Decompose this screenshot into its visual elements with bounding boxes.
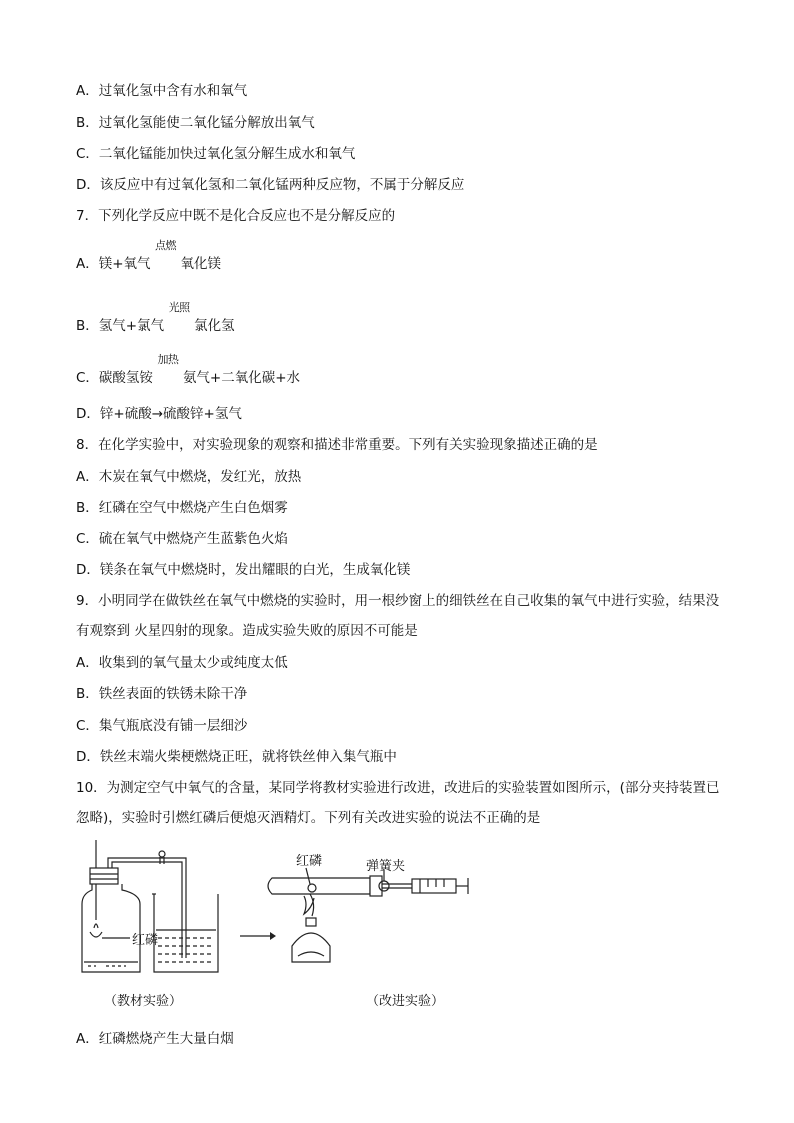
q10-stem: 10．为测定空气中氧气的含量，某同学将教材实验进行改进，改进后的实验装置如图所示，(部分夹持装置已忽略)，实验时引燃红磷后便熄灭酒精灯。下列有关改进实验的说法不正确的是 xyxy=(76,780,720,826)
q7-option-c-prefix: C．碳酸氢铵 xyxy=(76,370,153,386)
q8-option-b: B．红磷在空气中燃烧产生白色烟雾 xyxy=(76,500,288,516)
q8-stem: 8．在化学实验中，对实验现象的观察和描述非常重要。下列有关实验现象描述正确的是 xyxy=(76,437,598,453)
q8-option-a: A．木炭在氧气中燃烧，发红光，放热 xyxy=(76,469,302,485)
improved-phosphorus-label: 红磷 xyxy=(296,854,323,869)
improved-apparatus-figure xyxy=(262,860,477,980)
q6-option-a: A．过氧化氢中含有水和氧气 xyxy=(76,83,248,99)
q6-option-b: B．过氧化氢能使二氧化锰分解放出氧气 xyxy=(76,115,315,131)
q7-option-a xyxy=(76,239,222,273)
q6-option-d: D．该反应中有过氧化氢和二氧化锰两种反应物，不属于分解反应 xyxy=(76,177,465,193)
q7-option-b-arrow xyxy=(164,301,194,335)
textbook-phosphorus-label: 红磷 xyxy=(132,933,159,948)
q9-option-d: D．铁丝末端火柴梗燃烧正旺，就将铁丝伸入集气瓶中 xyxy=(76,749,397,765)
q6-option-c: C．二氧化锰能加快过氧化氢分解生成水和氧气 xyxy=(76,146,356,162)
q10-option-a: A．红磷燃烧产生大量白烟 xyxy=(76,1031,234,1047)
q7-option-b-prefix: B．氢气+氯气 xyxy=(76,318,165,334)
q7-option-c-condition: 加热 xyxy=(157,353,179,366)
q9-option-b: B．铁丝表面的铁锈未除干净 xyxy=(76,686,248,702)
spring-clamp-label: 弹簧夹 xyxy=(366,859,406,874)
textbook-experiment-caption: （教材实验） xyxy=(104,994,183,1009)
q7-option-b-product: 氯化氢 xyxy=(194,318,235,334)
textbook-apparatus-figure xyxy=(76,840,246,980)
q7-option-a-prefix: A．镁+氧气 xyxy=(76,256,151,272)
q7-option-a-arrow xyxy=(151,239,181,273)
q7-option-c-arrow xyxy=(153,353,183,387)
q8-option-c: C．硫在氧气中燃烧产生蓝紫色火焰 xyxy=(76,531,288,547)
q7-option-b xyxy=(76,301,235,335)
q7-option-d: D．锌+硫酸→硫酸锌+氢气 xyxy=(76,406,242,422)
q9-option-a: A．收集到的氧气量太少或纯度太低 xyxy=(76,655,288,671)
q9-option-c: C．集气瓶底没有铺一层细沙 xyxy=(76,718,248,734)
q7-option-c-product: 氨气+二氧化碳+水 xyxy=(182,370,301,386)
q7-option-c xyxy=(76,353,301,387)
q9-stem: 9．小明同学在做铁丝在氧气中燃烧的实验时，用一根纱窗上的细铁丝在自己收集的氧气中进行实验，结果没有观察到 火星四射的现象。造成实验失败的原因不可能是 xyxy=(76,593,720,639)
q7-stem: 7．下列化学反应中既不是化合反应也不是分解反应的 xyxy=(76,208,396,224)
improved-experiment-caption: （改进实验） xyxy=(366,994,445,1009)
q8-option-d: D．镁条在氧气中燃烧时，发出耀眼的白光，生成氧化镁 xyxy=(76,562,411,578)
q7-option-a-condition: 点燃 xyxy=(155,239,177,252)
q7-option-a-product: 氧化镁 xyxy=(180,256,222,272)
q7-option-b-condition: 光照 xyxy=(168,301,190,314)
